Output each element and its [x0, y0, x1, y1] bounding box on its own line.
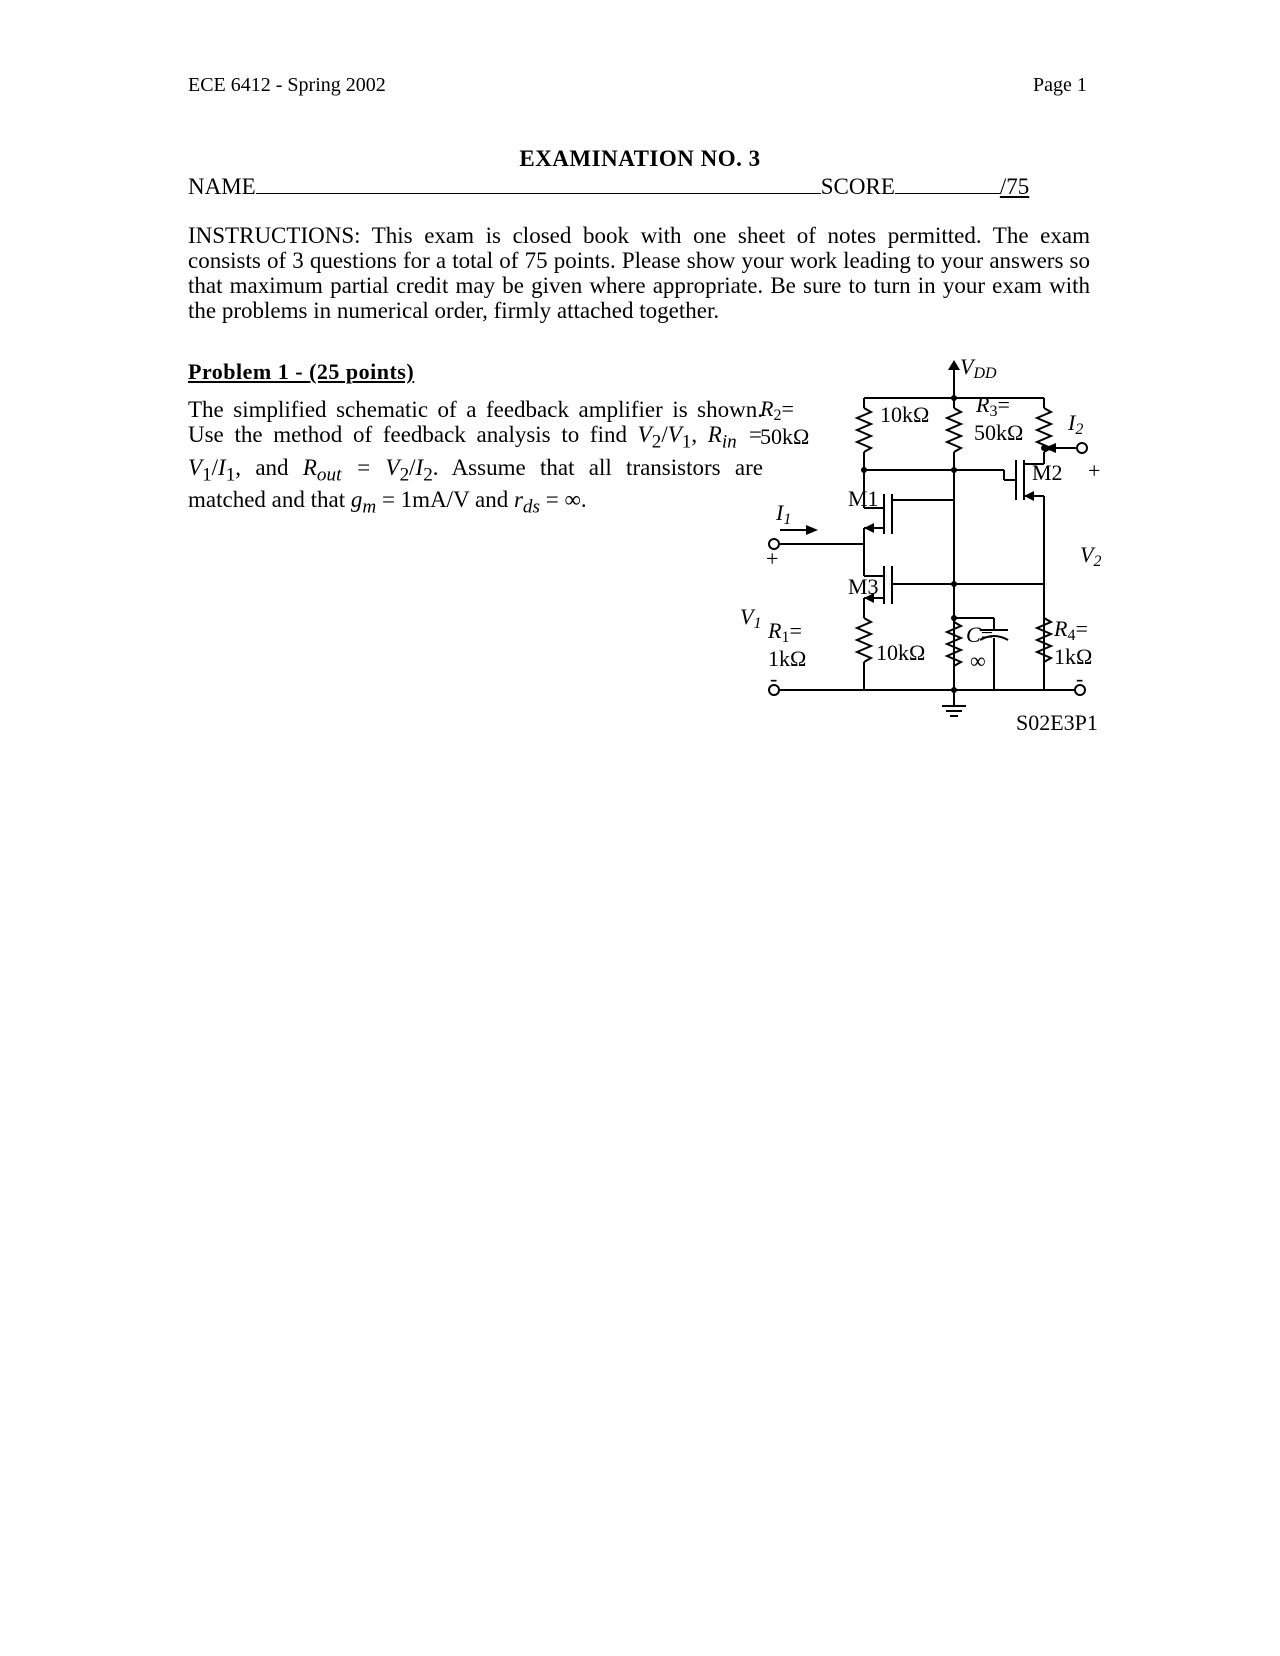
- r-mid-bot-value: 10kΩ: [876, 640, 926, 665]
- rout-sub: out: [316, 464, 342, 486]
- i2-label: I2: [1068, 410, 1084, 438]
- v1-expr: V: [667, 422, 682, 447]
- i1-sub: 1: [225, 464, 236, 486]
- score-label: SCORE: [820, 174, 895, 199]
- figure-id: S02E3P1: [1016, 710, 1098, 735]
- i1-label: I1: [776, 500, 792, 528]
- i1-expr: I: [218, 454, 226, 480]
- minus-in: -: [770, 666, 778, 691]
- plus-in: +: [766, 546, 779, 571]
- exam-title: [0, 146, 1280, 172]
- rout-expr: R: [302, 454, 317, 480]
- m2-label: M2: [1032, 460, 1063, 485]
- course-header: ECE 6412 - Spring 2002: [188, 74, 386, 96]
- rout-eq: = V: [341, 454, 400, 480]
- problem-1-heading: Problem 1 - (25 points): [188, 359, 415, 384]
- m1-label: M1: [848, 486, 879, 511]
- r3-label: R3=: [976, 392, 1010, 420]
- name-label: NAME: [188, 174, 256, 199]
- minus-out: -: [1076, 666, 1084, 691]
- r4-value: 1kΩ: [1054, 644, 1093, 669]
- r-mid-top-value: 10kΩ: [880, 402, 930, 427]
- r1-value: 1kΩ: [768, 646, 807, 671]
- i2-sub: 2: [423, 464, 433, 486]
- rds-eq: = ∞.: [539, 487, 587, 513]
- rin-eq: = V: [188, 422, 763, 480]
- plus-out: +: [1088, 458, 1101, 483]
- feedback-amplifier-schematic: [740, 354, 1130, 765]
- r2-value: 50kΩ: [760, 424, 810, 449]
- r2-label: R2=: [760, 396, 794, 424]
- score-blank: [895, 173, 1000, 194]
- gm-expr: g: [350, 487, 363, 513]
- rin-sub: in: [721, 431, 737, 453]
- c-label: C=: [966, 622, 994, 647]
- gm-sub: m: [362, 496, 377, 518]
- page-number: Page 1: [1033, 74, 1087, 96]
- rin-expr: R: [707, 422, 722, 447]
- instructions-paragraph: INSTRUCTIONS: This exam is closed book with one sheet of notes permitted. The exam consists of 3 questions for a total of 75 points. Please show your work leading to your answers so that maximum partial credit may be given where appropriate. Be sure to turn in your exam with the problems in numerical order, firmly attached together.: [188, 223, 1090, 323]
- problem-1-text: The simplified schematic of a feedback amplifier is shown. Use the method of feedback analysis to find $V_2/V_1$, $R_{in} = V_1/I_1$, and $R_{out} = V_2/I_2$. Assume that all transistors are matched and that $g_m = 1mA/V$ and $r_{ds}$ = ∞.: [188, 397, 763, 518]
- r1-label: R1=: [768, 618, 802, 646]
- v2-label: V2: [1080, 542, 1102, 570]
- circuit-arrows-dots: [806, 360, 1056, 693]
- v2-expr: V: [637, 422, 652, 447]
- rin-v1-sub: 1: [202, 464, 212, 486]
- gm-eq: = 1mA/V and: [376, 487, 514, 513]
- rds-expr: r: [513, 487, 523, 513]
- exam-title-text: EXAMINATION NO. 3: [519, 146, 761, 171]
- r4-label: R4=: [1054, 616, 1088, 644]
- m3-label: M3: [848, 574, 879, 599]
- vdd-label: VDD: [960, 354, 997, 382]
- c-value: ∞: [970, 648, 986, 673]
- name-blank: [256, 173, 821, 194]
- p1-text-c: . Assume that all transistors are matched and that: [188, 454, 763, 513]
- rds-sub: ds: [522, 496, 540, 518]
- score-total: /75: [999, 174, 1030, 199]
- name-score-line: [188, 173, 1068, 200]
- rout-v2-sub: 2: [399, 464, 410, 486]
- v2-sub: 2: [651, 431, 662, 453]
- v1-sub: 1: [681, 431, 692, 453]
- p1-text-a: The simplified schematic of a feedback amplifier is shown. Use the method of feedback analysis to find: [188, 397, 763, 447]
- v1-label: V1: [740, 604, 762, 632]
- p1-text-b: , and: [235, 454, 303, 480]
- r3-value: 50kΩ: [974, 420, 1024, 445]
- i2-expr: I: [415, 454, 424, 480]
